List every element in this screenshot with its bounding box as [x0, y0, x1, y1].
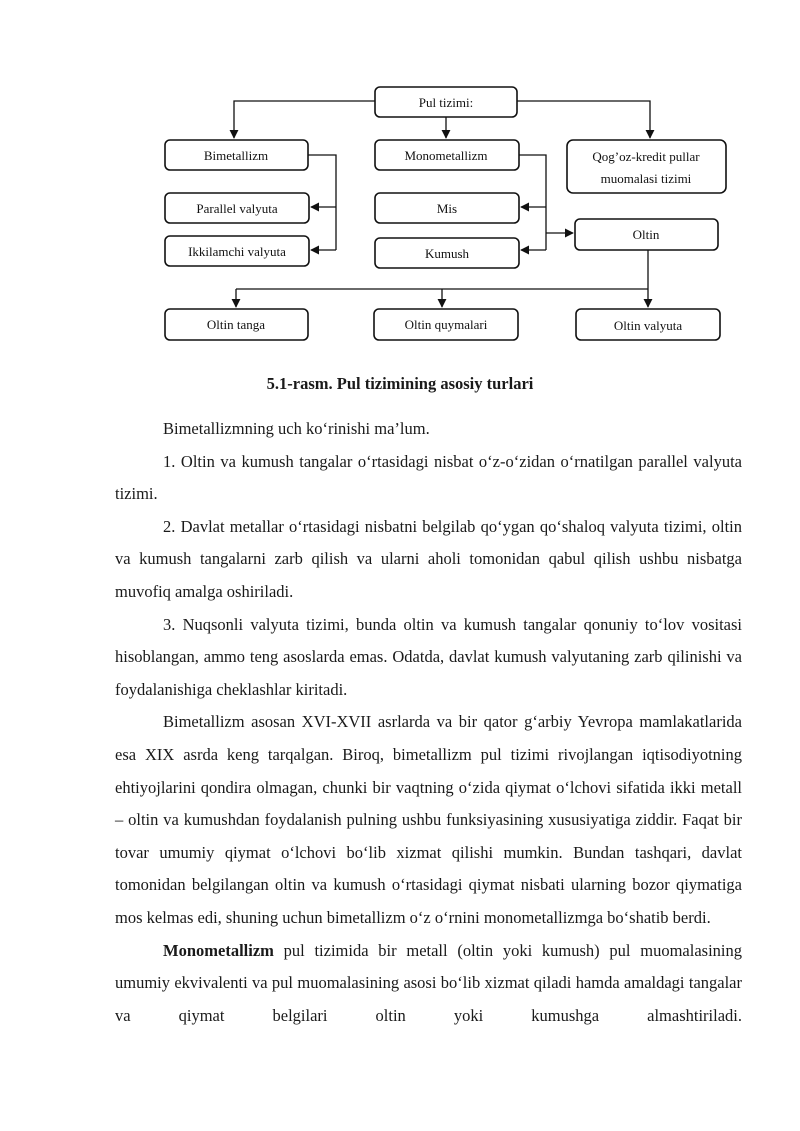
node-ikkilamchi-valyuta: [165, 236, 309, 266]
paragraph: 1. Oltin va kumush tangalar o‘rtasidagi nisbat o‘z-o‘zidan o‘rnatilgan parallel valyuta tizimi.: [115, 451, 742, 504]
node-qogoz-kredit-line2: muomalasi tizimi: [600, 171, 692, 186]
node-kumush-label: Kumush: [424, 246, 470, 261]
node-oltin: [575, 219, 718, 250]
node-parallel-valyuta-label: Parallel valyuta: [196, 201, 278, 216]
node-mis-label: Mis: [436, 201, 458, 216]
paragraph: 3. Nuqsonli valyuta tizimi, bunda oltin va kumush tangalar qonuniy to‘lov vositasi hisoblangan, ammo teng asoslarda emas. Odatda, davlat kumush valyutaning zarb qilinishi va foydalanishiga cheklashlar kiritadi.: [115, 614, 742, 699]
node-bimetallizm-label: Bimetallizm: [203, 148, 269, 163]
node-oltin-label: Oltin: [632, 227, 660, 242]
figure-caption: 5.1-rasm. Pul tizimining asosiy turlari: [266, 374, 534, 393]
node-oltin-valyuta: [576, 309, 720, 340]
pul-tizimi-diagram: [0, 0, 800, 360]
node-oltin-quymalari-label: Oltin quymalari: [404, 317, 488, 332]
node-qogoz-kredit: [567, 140, 726, 193]
node-ikkilamchi-valyuta-label: Ikkilamchi valyuta: [188, 244, 286, 259]
node-root: [375, 87, 517, 117]
node-oltin-valyuta-label: Oltin valyuta: [613, 318, 683, 333]
body-text: [115, 413, 742, 1032]
node-oltin-tanga-label: Oltin tanga: [206, 317, 266, 332]
node-mis: [375, 193, 519, 223]
paragraph: Bimetallizmning uch ko‘rinishi ma’lum.: [163, 419, 430, 438]
node-monometallizm: [375, 140, 519, 170]
node-oltin-tanga: [165, 309, 308, 340]
term-monometallizm: Monometallizm: [163, 940, 274, 960]
node-qogoz-kredit-line1: Qog’oz-kredit pullar: [592, 149, 700, 164]
node-bimetallizm: [165, 140, 308, 170]
paragraph-text: pul tizimida bir metall (oltin yoki kumush) pul muomalasining umumiy ekvivalenti va pul muomalasining asosi bo‘lib xizmat qiladi hamda amaldagi tangalar va qiymat belgilari oltin yoki kumushga almashtiriladi.: [115, 940, 742, 1025]
node-monometallizm-label: Monometallizm: [404, 148, 488, 163]
node-parallel-valyuta: [165, 193, 309, 223]
paragraph: Bimetallizm asosan XVI-XVII asrlarda va bir qator g‘arbiy Yevropa mamlakatlarida esa XIX asrda keng tarqalgan. Biroq, bimetallizm pul tizimi rivojlangan iqtisodiyotning ehtiyojlarini qondira olmagan, chunki bir vaqtning o‘zida qiymat o‘lchovi sifatida ikki metall – oltin va kumushdan foydalanish pulning ushbu funksiyasining xususiyatiga ziddir. Faqat bir tovar umumiy qiymat o‘lchovi bo‘lib xizmat qilishi mumkin. Bundan tashqari, davlat tomonidan belgilangan oltin va kumush o‘rtasidagi qiymat nisbati ularning bozor qiymatiga mos kelmas edi, shuning uchun bimetallizm o‘z o‘rnini monometallizmga bo‘shatib berdi.: [115, 712, 742, 927]
node-kumush: [375, 238, 519, 268]
paragraph: 2. Davlat metallar o‘rtasidagi nisbatni belgilab qo‘ygan qo‘shaloq valyuta tizimi, oltin va kumush tangalarni zarb qilish va ularni aholi tomonidan qabul qilish ushbu nisbatga muvofiq amalga oshiriladi.: [115, 516, 742, 601]
paragraph: [115, 935, 742, 1033]
node-oltin-quymalari: [374, 309, 518, 340]
node-root-label: Pul tizimi:: [418, 95, 474, 110]
